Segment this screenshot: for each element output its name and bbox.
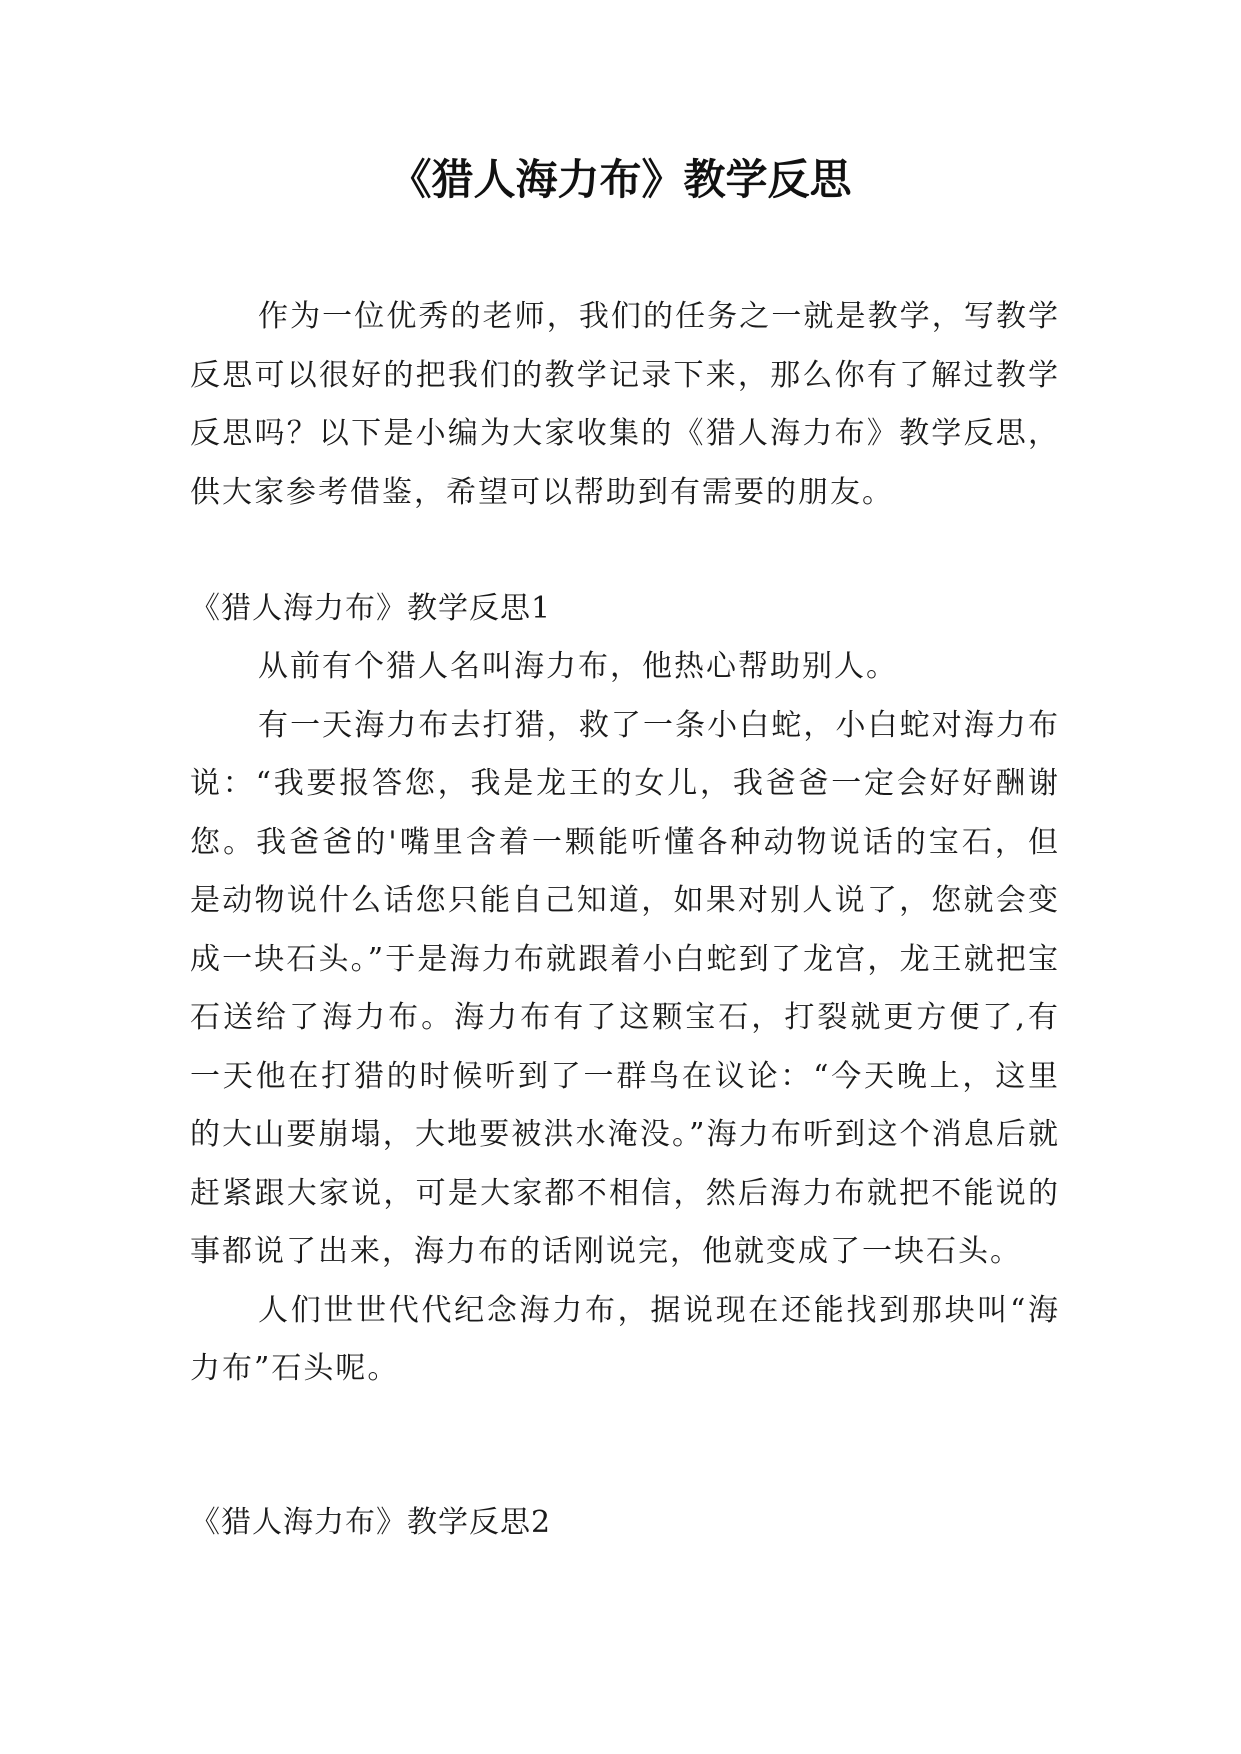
section-paragraph: 人们世世代代纪念海力布，据说现在还能找到那块叫“海力布”石头呢。 (190, 1292, 1060, 1386)
section-1-heading-block (190, 580, 1060, 639)
section-2-heading-block (190, 1494, 1060, 1553)
section-paragraph: 有一天海力布去打猎，救了一条小白蛇，小白蛇对海力布说：“我要报答您，我是龙王的女儿，我爸爸一定会好好酬谢您。我爸爸的'嘴里含着一颗能听懂各种动物说话的宝石，但是动物说什么话您只能自己知道，如果对别人说了，您就会变成一块石头。”于是海力布就跟着小白蛇到了龙宫，龙王就把宝石送给了海力布。海力布有了这颗宝石，打裂就更方便了,有一天他在打猎的时候听到了一群鸟在议论：“今天晚上，这里的大山要崩塌，大地要被洪水淹没。”海力布听到这个消息后就赶紧跟大家说，可是大家都不相信，然后海力布就把不能说的事都说了出来，海力布的话刚说完，他就变成了一块石头。 (190, 707, 1060, 1269)
section-heading: 《猎人海力布》教学反思2 (190, 1505, 552, 1540)
document-title: 《猎人海力布》教学反思 (389, 155, 852, 204)
intro-block (190, 288, 1060, 522)
section-heading: 《猎人海力布》教学反思1 (190, 591, 552, 626)
section-paragraph: 从前有个猎人名叫海力布，他热心帮助别人。 (258, 649, 898, 684)
section-1-body (190, 638, 1060, 1399)
intro-paragraph: 作为一位优秀的老师，我们的任务之一就是教学，写教学反思可以很好的把我们的教学记录下来，那么你有了解过教学反思吗？以下是小编为大家收集的《猎人海力布》教学反思，供大家参考借鉴，希望可以帮助到有需要的朋友。 (190, 299, 1060, 510)
